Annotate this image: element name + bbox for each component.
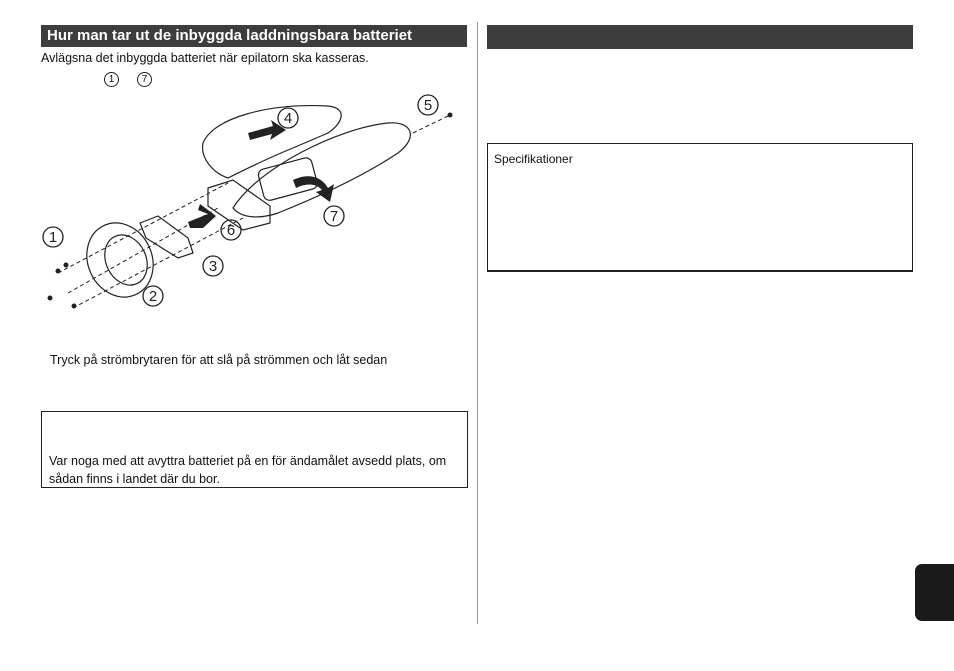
callout-label: 2 bbox=[148, 288, 158, 305]
callout-label: 5 bbox=[423, 97, 433, 114]
inner-frame bbox=[208, 180, 270, 230]
screw-icon bbox=[48, 296, 53, 301]
screw-icon bbox=[448, 113, 453, 118]
page-tab-marker bbox=[915, 564, 954, 621]
column-divider bbox=[477, 22, 478, 624]
instruction-text: Tryck på strömbrytaren för att slå på strömmen och låt sedan bbox=[50, 353, 388, 367]
specifications-title: Specifikationer bbox=[494, 152, 573, 166]
arrow-icon bbox=[188, 204, 216, 228]
arrow-icon bbox=[248, 120, 286, 140]
screw-icon bbox=[72, 304, 77, 309]
callout-label: 7 bbox=[329, 208, 339, 225]
right-section-heading bbox=[487, 25, 913, 49]
section-heading: Hur man tar ut de inbyggda laddningsbara batteriet bbox=[41, 25, 467, 47]
intro-text: Avlägsna det inbyggda batteriet när epilatorn ska kasseras. bbox=[41, 51, 369, 65]
callout-label: 3 bbox=[208, 258, 218, 275]
callout-label: 1 bbox=[48, 229, 58, 246]
callout-label: 4 bbox=[283, 110, 293, 127]
callout-label: 6 bbox=[226, 222, 236, 239]
battery-removal-diagram bbox=[38, 88, 468, 328]
step-end-number: 7 bbox=[137, 72, 152, 87]
steps-range bbox=[104, 70, 170, 87]
disposal-notice-box bbox=[41, 411, 468, 488]
specifications-box bbox=[487, 143, 913, 272]
screw-icon bbox=[56, 269, 61, 274]
screw-icon bbox=[64, 263, 69, 268]
step-start-number: 1 bbox=[104, 72, 119, 87]
disposal-text: Var noga med att avyttra batteriet på en för ändamålet avsedd plats, om sådan finns i landet där du bor. bbox=[49, 454, 447, 486]
